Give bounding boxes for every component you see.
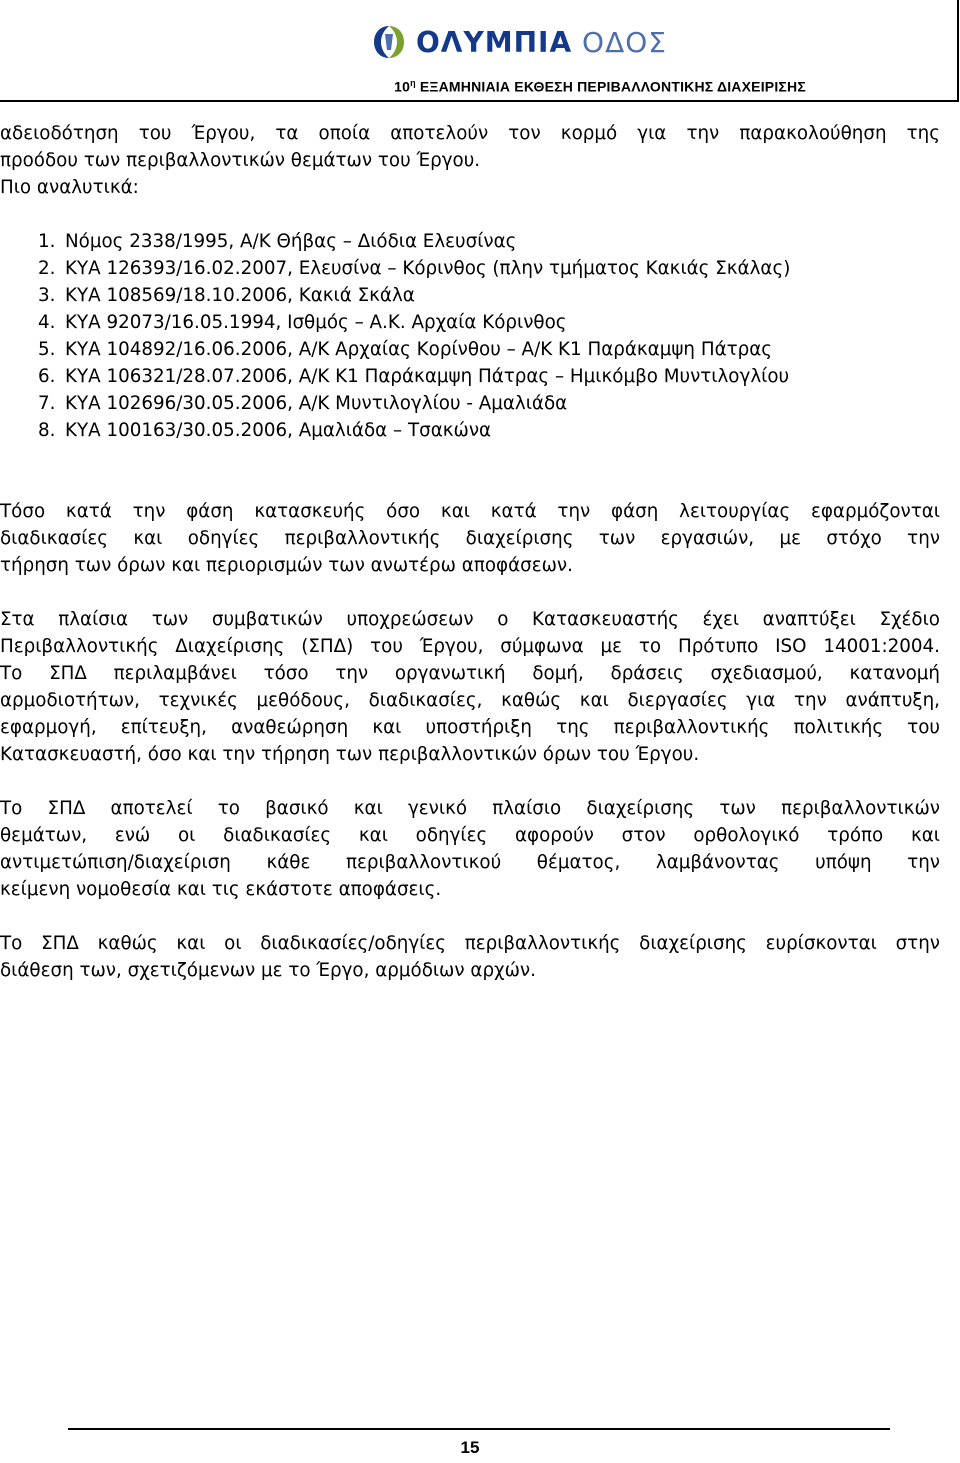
list-item-text: ΚΥΑ 108569/18.10.2006, Κακιά Σκάλα	[65, 285, 415, 306]
paragraph-line: αρμοδιοτήτων, τεχνικές μεθόδους, διαδικασίες, καθώς και διεργασίες για την ανάπτυξη,	[0, 690, 940, 711]
paragraph-availability	[0, 930, 940, 984]
decisions-list	[0, 228, 940, 444]
paragraph-line: τήρηση των όρων και περιορισμών των ανωτέρω αποφάσεων.	[0, 555, 573, 576]
logo-wordmark	[416, 26, 667, 59]
list-item-text: ΚΥΑ 106321/28.07.2006, Α/Κ Κ1 Παράκαμψη Πάτρας – Ημικόμβο Μυντιλογλίου	[65, 366, 790, 387]
logo-emblem-icon	[372, 24, 406, 60]
list-item	[0, 336, 940, 363]
list-item-text: ΚΥΑ 104892/16.06.2006, Α/Κ Αρχαίας Κορίνθου – Α/Κ Κ1 Παράκαμψη Πάτρας	[65, 339, 773, 360]
paragraph-line: αντιμετώπιση/διαχείριση κάθε περιβαλλοντικού θέματος, λαμβάνοντας υπόψη την	[0, 852, 940, 873]
paragraph-application	[0, 498, 940, 579]
list-item-number: 8.	[38, 420, 56, 441]
report-title-text: ΕΞΑΜΗΝΙΑΙΑ ΕΚΘΕΣΗ ΠΕΡΙΒΑΛΛΟΝΤΙΚΗΣ ΔΙΑΧΕΙΡΙΣΗΣ	[415, 78, 806, 95]
olympia-odos-logo	[372, 22, 667, 62]
list-item-number: 6.	[38, 366, 56, 387]
list-item	[0, 363, 940, 390]
list-item	[0, 282, 940, 309]
list-item	[0, 228, 940, 255]
document-body	[0, 120, 940, 984]
paragraph-line: Το ΣΠΔ καθώς και οι διαδικασίες/οδηγίες περιβαλλοντικής διαχείρισης ευρίσκονται στην	[0, 933, 940, 954]
list-item-text: ΚΥΑ 102696/30.05.2006, Α/Κ Μυντιλογλίου - Αμαλιάδα	[65, 393, 568, 414]
page-header	[0, 0, 960, 102]
paragraph-line: θεμάτων, ενώ οι διαδικασίες και οδηγίες αφορούν στον ορθολογικό τρόπο και	[0, 825, 940, 846]
list-item-text: Νόμος 2338/1995, Α/Κ Θήβας – Διόδια Ελευσίνας	[65, 231, 517, 252]
list-item-number: 4.	[38, 312, 56, 333]
paragraph-line: διάθεση των, σχετιζόμενων με το Έργο, αρμόδιων αρχών.	[0, 960, 536, 981]
list-item	[0, 309, 940, 336]
list-item-text: ΚΥΑ 92073/16.05.1994, Ισθμός – Α.Κ. Αρχαία Κόρινθος	[65, 312, 567, 333]
list-item-text: ΚΥΑ 100163/30.05.2006, Αμαλιάδα – Τσακώνα	[65, 420, 492, 441]
detail-label: Πιο αναλυτικά:	[0, 177, 139, 198]
header-divider	[0, 100, 958, 102]
paragraph-line: Το ΣΠΔ αποτελεί το βασικό και γενικό πλαίσιο διαχείρισης των περιβαλλοντικών	[0, 798, 940, 819]
list-item-text: ΚΥΑ 126393/16.02.2007, Ελευσίνα – Κόρινθος (πλην τμήματος Κακιάς Σκάλας)	[65, 258, 791, 279]
paragraph-line: κείμενη νομοθεσία και τις εκάστοτε αποφάσεις.	[0, 879, 442, 900]
paragraph-line: Περιβαλλοντικής Διαχείρισης (ΣΠΔ) του Έργου, σύμφωνα με το Πρότυπο ISO 14001:2004.	[0, 636, 940, 657]
header-vertical-border	[957, 0, 959, 102]
list-item	[0, 390, 940, 417]
paragraph-line: Τόσο κατά την φάση κατασκευής όσο και κατά την φάση λειτουργίας εφαρμόζονται	[0, 501, 940, 522]
intro-line-2: προόδου των περιβαλλοντικών θεμάτων του Έργου.	[0, 150, 481, 171]
paragraph-line: εφαρμογή, επίτευξη, αναθεώρηση και υποστήριξη της περιβαλλοντικής πολιτικής του	[0, 717, 940, 738]
list-item-number: 2.	[38, 258, 56, 279]
paragraph-line: Κατασκευαστή, όσο και την τήρηση των περιβαλλοντικών όρων του Έργου.	[0, 744, 700, 765]
intro-line-1: αδειοδότηση του Έργου, τα οποία αποτελούν τον κορμό για την παρακολούθηση της	[0, 123, 940, 144]
paragraph-line: διαδικασίες και οδηγίες περιβαλλοντικής διαχείρισης των εργασιών, με στόχο την	[0, 528, 940, 549]
paragraph-line: Το ΣΠΔ περιλαμβάνει τόσο την οργανωτική δομή, δράσεις σχεδιασμού, κατανομή	[0, 663, 940, 684]
list-item	[0, 417, 940, 444]
report-title-superscript: η	[410, 78, 416, 88]
paragraph-framework	[0, 795, 940, 903]
page-number: 15	[460, 1438, 480, 1457]
list-item-number: 1.	[38, 231, 56, 252]
paragraph-line: Στα πλαίσια των συμβατικών υποχρεώσεων ο Κατασκευαστής έχει αναπτύξει Σχέδιο	[0, 609, 940, 630]
report-title	[240, 78, 960, 95]
list-item	[0, 255, 940, 282]
footer-divider	[68, 1428, 890, 1430]
list-item-number: 7.	[38, 393, 56, 414]
paragraph-environmental-plan	[0, 606, 940, 768]
list-item-number: 3.	[38, 285, 56, 306]
logo-word-olympia: ΟΛΥΜΠΙΑ	[416, 25, 573, 59]
logo-word-odos: ΟΔΟΣ	[582, 25, 667, 59]
report-title-number: 10	[394, 78, 411, 95]
list-item-number: 5.	[38, 339, 56, 360]
